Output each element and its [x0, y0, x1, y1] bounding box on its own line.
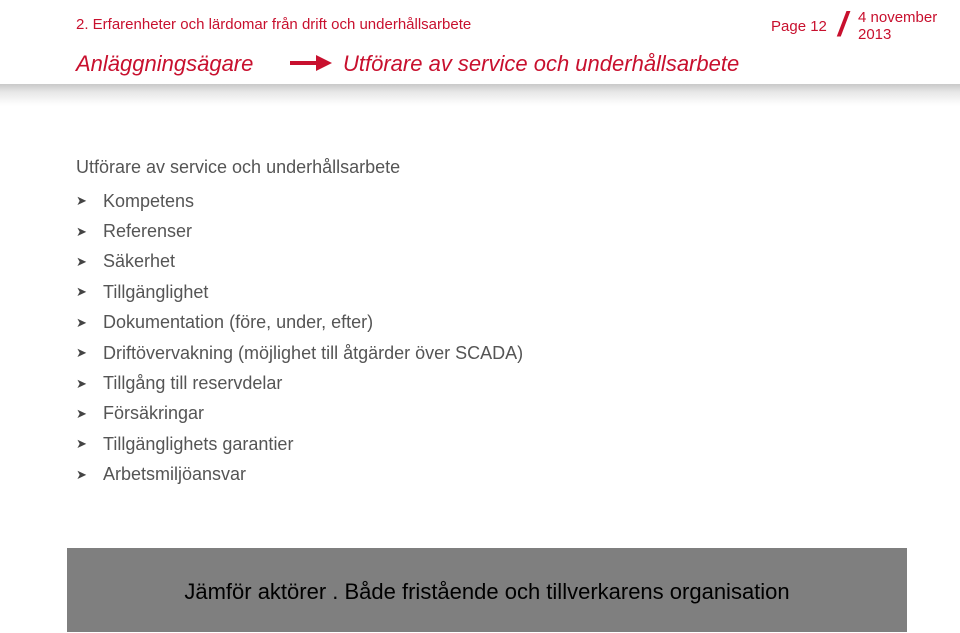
- arrow-right-icon: [290, 54, 332, 72]
- header-divider: [0, 84, 960, 106]
- list-item-label: Säkerhet: [103, 251, 176, 272]
- list-item: [76, 368, 523, 398]
- check-mark-icon: ➤: [76, 253, 87, 269]
- list-item-label: Försäkringar: [103, 403, 205, 424]
- list-item: [76, 460, 523, 490]
- list-item-label: Arbetsmiljöansvar: [103, 464, 247, 485]
- content-heading: Utförare av service och underhållsarbete: [76, 157, 401, 177]
- list-item-label: Tillgänglighets garantier: [103, 433, 294, 454]
- check-mark-icon: ➤: [76, 466, 87, 482]
- list-item-label: Dokumentation (före, under, efter): [103, 312, 374, 333]
- list-item: [76, 186, 523, 216]
- title-left: Anläggningsägare: [76, 51, 254, 76]
- check-mark-icon: ➤: [76, 405, 87, 421]
- list-item: [76, 216, 523, 246]
- list-item-label: Tillgänglighet: [103, 281, 209, 302]
- title-right: Utförare av service och underhållsarbete: [343, 51, 740, 76]
- page-number: Page 12: [771, 18, 827, 35]
- date-year: 2013: [858, 26, 892, 43]
- list-item: [76, 277, 523, 307]
- list-item-label: Driftövervakning (möjlighet till åtgärder över SCADA): [103, 342, 524, 363]
- check-mark-icon: ➤: [76, 375, 87, 391]
- list-item-label: Kompetens: [103, 190, 195, 211]
- list-item: [76, 247, 523, 277]
- date-day-month: 4 november: [858, 9, 938, 26]
- check-mark-icon: ➤: [76, 314, 87, 330]
- check-mark-icon: ➤: [76, 284, 87, 300]
- list-item-label: Referenser: [103, 221, 193, 242]
- list-item: [76, 338, 523, 368]
- list-item-label: Tillgång till reservdelar: [103, 373, 283, 394]
- section-title: 2. Erfarenheter och lärdomar från drift och underhållsarbete: [76, 16, 472, 33]
- list-item: [76, 399, 523, 429]
- check-mark-icon: ➤: [76, 223, 87, 239]
- footer-banner: [67, 548, 907, 632]
- slash-mark-icon: /: [838, 6, 848, 44]
- check-mark-icon: ➤: [76, 436, 87, 452]
- bullet-list: [76, 186, 523, 490]
- list-item: [76, 429, 523, 459]
- footer-text: Jämför aktörer . Både fristående och tillverkarens organisation: [184, 579, 790, 604]
- check-mark-icon: ➤: [76, 193, 87, 209]
- check-mark-icon: ➤: [76, 345, 87, 361]
- list-item: [76, 308, 523, 338]
